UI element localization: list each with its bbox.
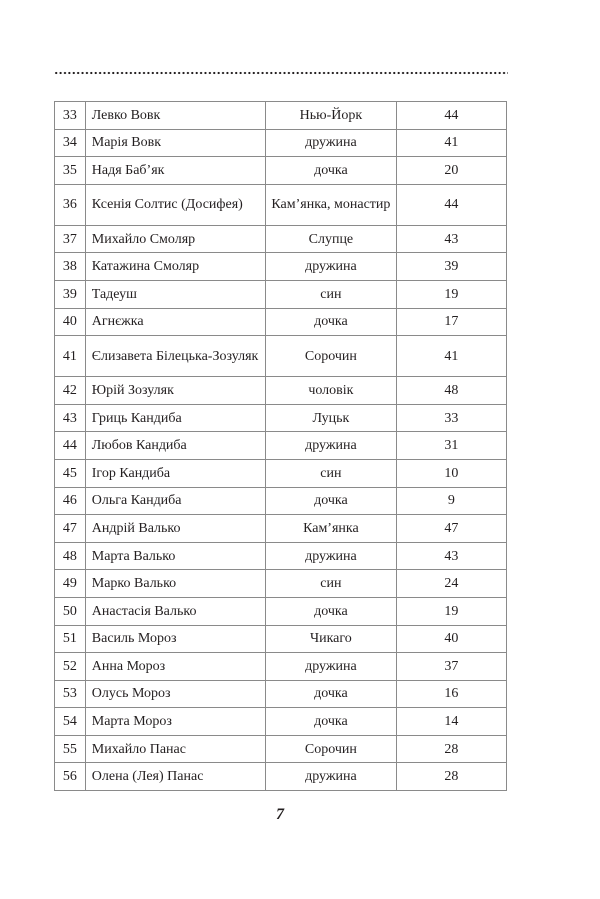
row-number: 49 [55, 570, 86, 598]
row-number: 47 [55, 515, 86, 543]
row-number: 48 [55, 542, 86, 570]
person-name: Гриць Кандиба [85, 404, 265, 432]
person-name: Олусь Мороз [85, 680, 265, 708]
table-row [55, 280, 507, 308]
person-name: Михайло Смоляр [85, 225, 265, 253]
dotted-header-rule [54, 68, 508, 78]
table-row [55, 432, 507, 460]
person-name: Анна Мороз [85, 653, 265, 681]
row-number: 52 [55, 653, 86, 681]
table-row [55, 184, 507, 225]
relation-or-place: дочка [266, 680, 397, 708]
row-number: 54 [55, 708, 86, 736]
person-name: Тадеуш [85, 280, 265, 308]
table-row [55, 763, 507, 791]
row-number: 39 [55, 280, 86, 308]
table-row [55, 404, 507, 432]
person-name: Марта Мороз [85, 708, 265, 736]
relation-or-place: дружина [266, 129, 397, 157]
age: 9 [396, 487, 506, 515]
row-number: 42 [55, 377, 86, 405]
table-row [55, 625, 507, 653]
person-name: Андрій Валько [85, 515, 265, 543]
age: 47 [396, 515, 506, 543]
relation-or-place: Кам’янка [266, 515, 397, 543]
relation-or-place: Слупце [266, 225, 397, 253]
relation-or-place: Сорочин [266, 735, 397, 763]
row-number: 44 [55, 432, 86, 460]
table-row [55, 570, 507, 598]
table-row [55, 680, 507, 708]
relation-or-place: Кам’янка, монастир [266, 184, 397, 225]
person-name: Юрій Зозуляк [85, 377, 265, 405]
age: 48 [396, 377, 506, 405]
row-number: 40 [55, 308, 86, 336]
relation-or-place: син [266, 570, 397, 598]
person-name: Єлизавета Білецька-Зозуляк [85, 336, 265, 377]
table-row [55, 102, 507, 130]
person-name: Олена (Лея) Панас [85, 763, 265, 791]
person-name: Марта Валько [85, 542, 265, 570]
table-row [55, 129, 507, 157]
age: 43 [396, 225, 506, 253]
relation-or-place: дружина [266, 432, 397, 460]
age: 39 [396, 253, 506, 281]
age: 31 [396, 432, 506, 460]
table-row [55, 597, 507, 625]
relation-or-place: дружина [266, 763, 397, 791]
table-row [55, 708, 507, 736]
row-number: 43 [55, 404, 86, 432]
age: 20 [396, 157, 506, 185]
table-row [55, 653, 507, 681]
relation-or-place: дочка [266, 487, 397, 515]
person-name: Анастасія Валько [85, 597, 265, 625]
table-row [55, 542, 507, 570]
residents-table [54, 101, 507, 791]
relation-or-place: Луцьк [266, 404, 397, 432]
age: 44 [396, 102, 506, 130]
person-name: Марко Валько [85, 570, 265, 598]
age: 19 [396, 280, 506, 308]
person-name: Ольга Кандиба [85, 487, 265, 515]
row-number: 35 [55, 157, 86, 185]
age: 28 [396, 763, 506, 791]
age: 40 [396, 625, 506, 653]
row-number: 38 [55, 253, 86, 281]
page-number: 7 [276, 806, 284, 823]
age: 28 [396, 735, 506, 763]
row-number: 56 [55, 763, 86, 791]
relation-or-place: дочка [266, 708, 397, 736]
table-row [55, 225, 507, 253]
person-name: Левко Вовк [85, 102, 265, 130]
person-name: Ксенія Солтис (Досифея) [85, 184, 265, 225]
age: 10 [396, 459, 506, 487]
relation-or-place: дружина [266, 253, 397, 281]
relation-or-place: Сорочин [266, 336, 397, 377]
person-name: Ігор Кандиба [85, 459, 265, 487]
person-name: Катажина Смоляр [85, 253, 265, 281]
row-number: 46 [55, 487, 86, 515]
relation-or-place: син [266, 459, 397, 487]
row-number: 55 [55, 735, 86, 763]
row-number: 34 [55, 129, 86, 157]
table-row [55, 157, 507, 185]
age: 43 [396, 542, 506, 570]
age: 33 [396, 404, 506, 432]
person-name: Любов Кандиба [85, 432, 265, 460]
table-row [55, 336, 507, 377]
table-row [55, 735, 507, 763]
row-number: 51 [55, 625, 86, 653]
relation-or-place: Нью-Йорк [266, 102, 397, 130]
age: 16 [396, 680, 506, 708]
relation-or-place: син [266, 280, 397, 308]
person-name: Надя Баб’як [85, 157, 265, 185]
age: 14 [396, 708, 506, 736]
row-number: 45 [55, 459, 86, 487]
table-row [55, 515, 507, 543]
table-row [55, 308, 507, 336]
age: 17 [396, 308, 506, 336]
table-row [55, 459, 507, 487]
age: 41 [396, 336, 506, 377]
table-row [55, 487, 507, 515]
relation-or-place: дочка [266, 597, 397, 625]
person-name: Агнєжка [85, 308, 265, 336]
relation-or-place: чоловік [266, 377, 397, 405]
relation-or-place: Чикаго [266, 625, 397, 653]
person-name: Михайло Панас [85, 735, 265, 763]
row-number: 33 [55, 102, 86, 130]
age: 41 [396, 129, 506, 157]
row-number: 50 [55, 597, 86, 625]
relation-or-place: дружина [266, 653, 397, 681]
relation-or-place: дочка [266, 308, 397, 336]
row-number: 37 [55, 225, 86, 253]
table-row [55, 377, 507, 405]
person-name: Василь Мороз [85, 625, 265, 653]
person-name: Марія Вовк [85, 129, 265, 157]
relation-or-place: дочка [266, 157, 397, 185]
age: 24 [396, 570, 506, 598]
age: 44 [396, 184, 506, 225]
table-row [55, 253, 507, 281]
relation-or-place: дружина [266, 542, 397, 570]
row-number: 36 [55, 184, 86, 225]
age: 37 [396, 653, 506, 681]
row-number: 41 [55, 336, 86, 377]
row-number: 53 [55, 680, 86, 708]
age: 19 [396, 597, 506, 625]
